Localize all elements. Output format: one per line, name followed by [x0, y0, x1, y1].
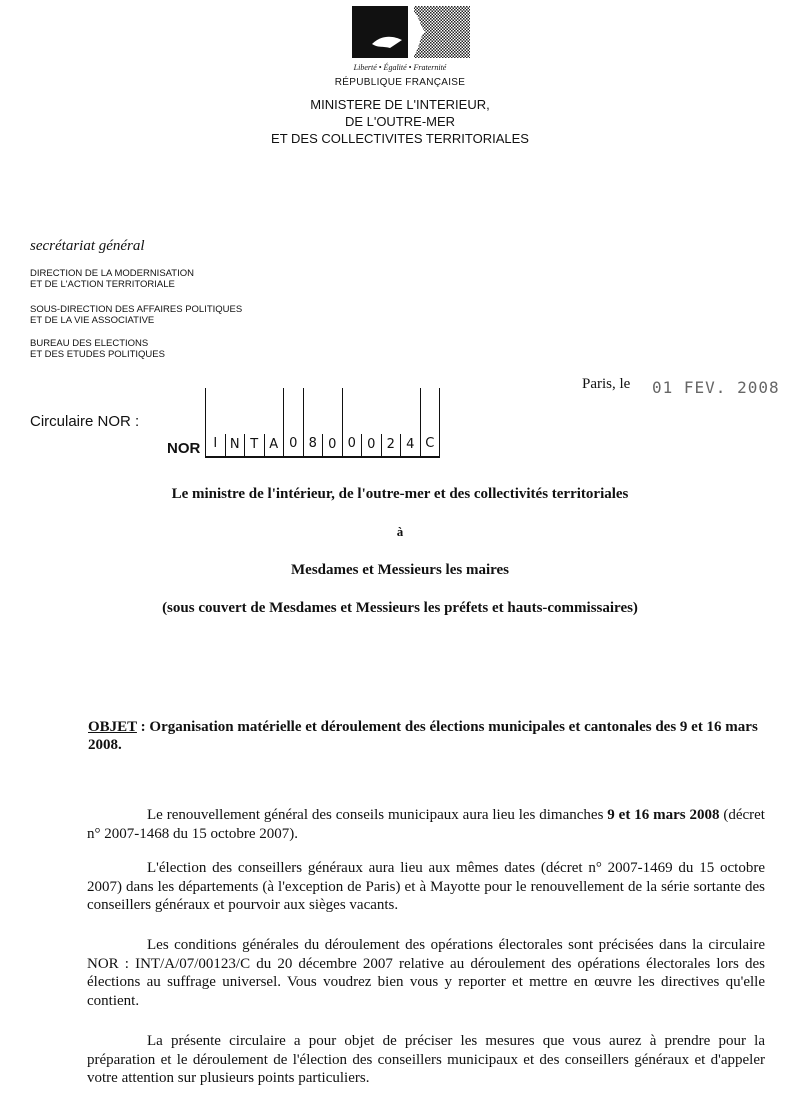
nor-cell: 0	[322, 434, 342, 456]
nor-cell: 4	[400, 434, 420, 456]
nor-code-boxes	[205, 386, 440, 458]
sender-bureau	[30, 338, 165, 360]
paragraph-4: La présente circulaire a pour objet de préciser les mesures que vous aurez à prendre pour la préparation et le déroulement de l'élection des conseillers municipaux et des conseillers généraux et d'appeler votre attention sur plusieurs points particuliers.	[87, 1033, 765, 1086]
date-stamp: 01 FEV. 2008	[652, 378, 780, 397]
sender-title: secrétariat général	[30, 238, 145, 254]
sender-subdirection	[30, 304, 242, 326]
circulaire-nor-label: Circulaire NOR :	[30, 413, 140, 430]
text: (décret n° 2007-1468 du 15 octobre 2007).	[87, 807, 765, 842]
addressing-from: Le ministre de l'intérieur, de l'outre-mer et des collectivités territoriales	[171, 486, 629, 502]
ministry-line: MINISTERE DE L'INTERIEUR,	[310, 97, 490, 112]
nor-cell: 0	[283, 388, 303, 456]
ministry-line: ET DES COLLECTIVITES TERRITORIALES	[271, 131, 529, 146]
nor-label: NOR	[167, 440, 201, 457]
sender-direction	[30, 268, 194, 290]
nor-cell: 8	[303, 388, 323, 456]
addressing-to-word: à	[396, 524, 404, 539]
line: DIRECTION DE LA MODERNISATION	[30, 268, 194, 279]
nor-cell: 0	[342, 388, 362, 456]
addressing-via: (sous couvert de Mesdames et Messieurs les préfets et hauts-commissaires)	[162, 600, 638, 616]
nor-cell: T	[244, 434, 264, 456]
nor-cell: 0	[361, 434, 381, 456]
nor-cell: 2	[381, 434, 401, 456]
marianne-logo	[352, 6, 470, 58]
republic-name: RÉPUBLIQUE FRANÇAISE	[334, 77, 466, 88]
ministry-name	[0, 96, 800, 147]
nor-cell: N	[225, 434, 245, 456]
object-text: Organisation matérielle et déroulement des élections municipales et cantonales des 9 et 16 mars 2008.	[88, 719, 758, 753]
paragraph-2: L'élection des conseillers généraux aura lieu aux mêmes dates (décret n° 2007-1469 du 15 octobre 2007) dans les départements (à l'exception de Paris) et à Mayotte pour le renouvellement de la série sortante des conseillers généraux et pourvoir aux sièges vacants.	[87, 860, 765, 913]
date-label: Paris, le	[582, 376, 631, 392]
motto: Liberté • Égalité • Fraternité	[353, 63, 447, 72]
addressing-to: Mesdames et Messieurs les maires	[291, 562, 509, 578]
line: ET DE L'ACTION TERRITORIALE	[30, 279, 175, 290]
paragraph-3: Les conditions générales du déroulement des opérations électorales sont précisées dans la circulaire NOR : INT/A/07/00123/C du 20 décembre 2007 relative au déroulement des opérations électorales lors des élections au suffrage universel. Vous voudrez bien vous y reporter et mettre en œuvre les directives qu'elle contient.	[87, 937, 765, 1009]
line: SOUS-DIRECTION DES AFFAIRES POLITIQUES	[30, 304, 243, 315]
paragraph-1	[87, 806, 765, 843]
nor-cell: A	[264, 434, 284, 456]
object-label: OBJET	[88, 719, 137, 735]
text: Le renouvellement général des conseils municipaux aura lieu les dimanches	[147, 807, 608, 823]
nor-cell: C	[420, 388, 441, 456]
dates-bold: 9 et 16 mars 2008	[607, 807, 720, 823]
line: BUREAU DES ELECTIONS	[30, 338, 149, 349]
line: ET DE LA VIE ASSOCIATIVE	[30, 315, 155, 326]
object-line: OBJET : Organisation matérielle et déroulement des élections municipales et cantonales des 9 et 16 mars 2008.	[88, 719, 758, 753]
ministry-line: DE L'OUTRE-MER	[344, 114, 456, 129]
line: ET DES ETUDES POLITIQUES	[30, 349, 165, 360]
nor-cell: I	[205, 388, 225, 456]
